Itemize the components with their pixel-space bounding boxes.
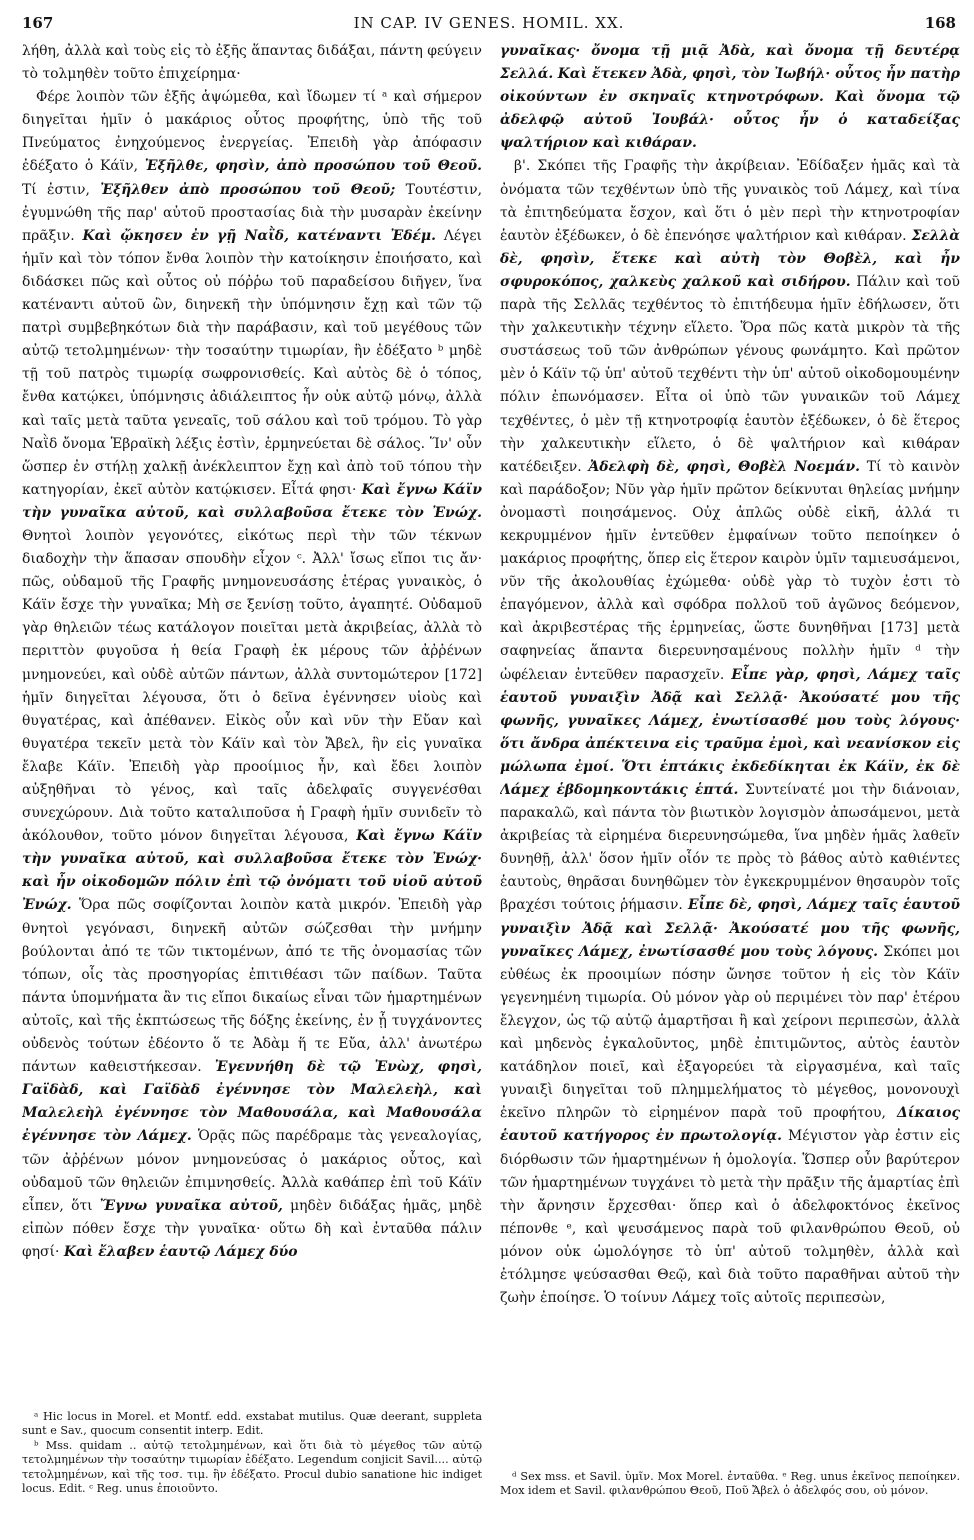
page-number-left: 167 <box>22 14 54 32</box>
scripture-quote: Εἶπε δὲ, φησὶ, Λάμεχ ταῖς ἑαυτοῦ γυναιξὶν Ἀδᾷ καὶ Σελλᾷ· Ἀκούσατέ μου τῆς φωνῆς, γυναῖκες Λάμεχ, ἐνωτίσασθέ μου τοὺς λόγους. <box>500 897 960 960</box>
left-column-text <box>22 40 482 1264</box>
paragraph <box>500 155 960 1310</box>
scripture-quote: Ἔγνω γυναῖκα αὐτοῦ, <box>99 1197 283 1214</box>
scripture-quote: Καὶ ὄνομα τῷ ἀδελφῷ αὐτοῦ Ἰουβάλ· οὗτος ἦν ὁ καταδείξας ψαλτήριον καὶ κιθάραν. <box>500 89 960 152</box>
scripture-quote: Καὶ ἔλαβεν ἑαυτῷ Λάμεχ δύο <box>63 1243 298 1260</box>
running-title: IN CAP. IV GENES. HOMIL. XX. <box>353 14 625 32</box>
scripture-quote: Σελλὰ δὲ, φησὶν, ἔτεκε καὶ αὐτὴ τὸν Θοβὲλ, καὶ ἦν σφυροκόπος, χαλκεὺς χαλκοῦ καὶ σιδήρου. <box>500 227 960 290</box>
paragraph-text: Τουτέστιν, ἐγυμνώθη τῆς παρ' αὐτοῦ προστασίας διὰ τὴν μυσαρὰν ἐκείνην πρᾶξιν. <box>22 181 482 244</box>
footnote: ᵇ Mss. quidam .. αὐτῷ τετολμημένων, καὶ ὅτι διὰ τὸ μέγεθος τῶν αὐτῷ τετολμημένων τὴν τοσαύτην τιμωρίαν ἐδέξατο. Legendum conjicit Savil.... αὐτῷ τετολμημένων, καὶ τῆς τοσ. τιμ. ἣν ἐδέξατο. Procul dubio sanatione hic indiget locus. Edit. ᶜ Reg. unus ἐποιοῦντο. <box>22 1438 482 1496</box>
paragraph <box>500 40 960 155</box>
scripture-quote: Καὶ ἔγνω Κάϊν τὴν γυναῖκα αὐτοῦ, καὶ συλλαβοῦσα ἔτεκε τὸν Ἐνώχ· καὶ ἦν οἰκοδομῶν πόλιν ἐπὶ τῷ ὀνόματι τοῦ υἱοῦ αὐτοῦ Ἐνώχ. <box>22 828 482 914</box>
paragraph-text: Σκόπει μοι εὐθέως ἐκ προοιμίων πόσην ὤνησε τοῦτον ἡ εἰς τὸν Κάϊν γεγενημένη τιμωρία. Οὐ μόνον γὰρ οὐ περιμένει τὸν παρ' ἑτέρου ἔλεγχον, ὡς τῷ αὐτῷ ἁμαρτῆσαι ἢ καὶ χείρονι περιπεσὼν, ἀλλὰ καὶ μηδενὸς ἐγκαλοῦντος, μηδὲ ἐπιτιμῶντος, αὐτὸς ἑαυτὸν κατάδηλον ποιεῖ, καὶ ἐξαγορεύει τὰ εἰργασμένα, καὶ ταῖς γυναιξὶ διηγεῖται τοῦ πλημμελήματος τὸ μέγεθος, μονονουχὶ ἐκεῖνο πληρῶν τὸ εἰρημένον παρὰ τοῦ προφήτου, <box>500 943 960 1122</box>
scripture-quote: Εἶπε γὰρ, φησὶ, Λάμεχ ταῖς ἑαυτοῦ γυναιξὶν Ἀδᾷ καὶ Σελλᾷ· Ἀκούσατέ μου τῆς φωνῆς, γυναῖκες Λάμεχ, ἐνωτίσασθέ μου τοὺς λόγους· ὅτι ἄνδρα ἀπέκτεινα εἰς τραῦμα ἐμοὶ, καὶ νεανίσκον εἰς μώλωπα ἐμοί. Ὅτι ἑπτάκις ἐκδεδίκηται ἐκ Κάϊν, ἐκ δὲ Λάμεχ ἑβδομηκοντάκις ἑπτά. <box>500 666 960 798</box>
scripture-quote: Καὶ ᾤκησεν ἐν γῇ Ναῒδ, κατέναντι Ἐδέμ. <box>82 227 436 244</box>
scripture-quote: Καὶ ἔτεκεν Ἀδὰ, φησὶ, τὸν Ἰωβήλ· οὗτος ἦν πατὴρ οἰκούντων ἐν σκηναῖς κτηνοτρόφων. <box>500 66 960 106</box>
paragraph-text: λήθη, ἀλλὰ καὶ τοὺς εἰς τὸ ἐξῆς ἅπαντας διδάξαι, πάντη φεύγειν τὸ τολμηθὲν τοῦτο ἐπιχείρημα· <box>22 43 482 83</box>
scripture-quote: Ἐξῆλθε, φησὶν, ἀπὸ προσώπου τοῦ Θεοῦ. <box>144 158 482 175</box>
paragraph <box>22 40 482 86</box>
right-column <box>500 40 960 1530</box>
paragraph-text: Ὁρᾷς πῶς παρέδραμε τὰς γενεαλογίας, τῶν ἀῤῥένων μόνον μνημονεύσας ὁ μακάριος οὗτος, καὶ οὐδαμοῦ τῶν θηλειῶν ἐπιμνησθείς. Ἀλλὰ καθάπερ ἐπὶ τοῦ Κάϊν εἶπεν, ὅτι <box>22 1128 482 1214</box>
paragraph-text: Φέρε λοιπὸν τῶν ἐξῆς ἁψώμεθα, καὶ ἴδωμεν τί ᵃ καὶ σήμερον διηγεῖται ἡμῖν ὁ μακάριος οὗτος προφήτης, ὑπὸ τῆς τοῦ Πνεύματος ἐνηχούμενος ἐνεργείας. Ἐπειδὴ γὰρ ἀπόφασιν ἐδέξατο ὁ Κάϊν, <box>22 89 482 175</box>
paragraph-text: μηδὲν διδάξας ἡμᾶς, μηδὲ εἰπὼν πόθεν ἔσχε τὴν γυναῖκα· οὕτω δὴ καὶ ἐνταῦθα πάλιν φησί· <box>22 1197 482 1260</box>
right-column-text <box>500 40 960 1310</box>
paragraph-text: Τί τὸ καινὸν καὶ παράδοξον; Νῦν γὰρ ἡμῖν πρῶτον δείκνυται θηλείας μνήμην ὀνομαστὶ ποιησάμενος. Οὐχ ἁπλῶς οὐδὲ εἰκῆ, ἀλλά τι κεκρυμμένον ἡμῖν ἐντεῦθεν ἐμφαίνων τοῦτο πεποίηκεν ὁ μακάριος προφήτης, ὅπερ εἰς ἕτερον καιρὸν ὑμῖν ταμιευσάμενοι, νῦν τῆς ἀκολουθίας ἐχώμεθα· οὐδὲ γὰρ τὸ τυχὸν ἐστι τὸ ἐπαγόμενον, ἀλλὰ καὶ σφόδρα πολλοῦ τοῦ ἀγῶνος δεόμενον, καὶ ἀκριβεστέρας τῆς ἑρμηνείας, ὥστε δυνηθῆναι [173] μετὰ σαφηνείας ἅπαντα διερευνησαμένους πολλὴν ἡμῖν ᵈ τὴν ὠφέλειαν ἐντεῦθεν παρασχεῖν. <box>500 458 960 683</box>
paragraph-text: Πάλιν καὶ τοῦ παρὰ τῆς Σελλᾶς τεχθέντος τὸ ἐπιτήδευμα ἡμῖν ἐδήλωσεν, ὅτι τὴν χαλκευτικὴν τέχνην εἵλετο. Ὅρα πῶς κατὰ μικρὸν τὰ τῆς συστάσεως τοῦ τῶν ἀνθρώπων γένους φωνάμητο. Καὶ πρῶτον μὲν ὁ Κάϊν τῷ ὑπ' αὐτοῦ τεχθέντι τὴν ὑπ' αὐτοῦ οἰκοδομουμένην πόλιν ἐπωνόμασεν. Εἶτα οἱ ὑπὸ τῶν γυναικῶν τοῦ Λάμεχ τεχθέντες, ὁ μὲν τῇ κτηνοτροφίᾳ ἑαυτὸν ἐξέδωκεν, ὁ δὲ ἕτερος τὴν χαλκευτικὴν εἵλετο, ὁ δὲ ψαλτήριον καὶ κιθάραν κατέδειξεν. <box>500 273 960 475</box>
scripture-quote: Καὶ ἔγνω Κάϊν τὴν γυναῖκα αὐτοῦ, καὶ συλλαβοῦσα ἔτεκε τὸν Ἐνώχ. <box>22 481 482 521</box>
paragraph-text: Μέγιστον γὰρ ἐστιν εἰς διόρθωσιν τῶν ἡμαρτημένων ἡ ὁμολογία. Ὥσπερ οὖν βαρύτερον τῶν ἡμαρτημένων τυγχάνει τὸ μετὰ τὴν πρᾶξιν τῆς ἁμαρτίας ἐπὶ τὴν ἄρνησιν ἔρχεσθαι· ὅπερ καὶ ὁ ἀδελφοκτόνος ἐκεῖνος πέπονθε ᵉ, καὶ ψευσάμενος παρὰ τοῦ φιλανθρώπου Θεοῦ, οὐ μόνον οὐκ ὡμολόγησε τὸ ὑπ' αὐτοῦ τολμηθὲν, ἀλλὰ καὶ ἐτόλμησε ψεύσασθαι Θεῷ, καὶ διὰ τοῦτο παραθῆναι αὐτοῦ τὴν ζωὴν ἐποίησε. Ὁ τοίνυν Λάμεχ τοῖς αὐτοῖς περιπεσὼν, <box>500 1128 960 1307</box>
footnote: ᵈ Sex mss. et Savil. ὑμῖν. Mox Morel. ἐνταῦθα. ᵉ Reg. unus ἐκεῖνος πεποίηκεν. Mox idem et Savil. φιλανθρώπου Θεοῦ, Ποῦ Ἄβελ ὁ ἀδελφός σου, οὐ μόνον. <box>500 1470 960 1498</box>
scripture-quote: Ἀδελφὴ δὲ, φησὶ, Θοβὲλ Νοεμάν. <box>588 458 860 475</box>
right-footnotes <box>500 1470 960 1499</box>
footnote: ᵃ Hic locus in Morel. et Montf. edd. exstabat mutilus. Quæ deerant, suppleta sunt e Sav., quocum consentit interp. Edit. <box>22 1410 482 1438</box>
paragraph-text: β'. Σκόπει τῆς Γραφῆς τὴν ἀκρίβειαν. Ἐδίδαξεν ἡμᾶς καὶ τὰ ὀνόματα τῶν τεχθέντων ὑπὸ τῆς γυναικὸς τοῦ Λάμεχ, καὶ τίνα τὰ ἐπιτηδεύματα ἔσχον, καὶ ὅτι ὁ μὲν περὶ τὴν κτηνοτροφίαν ἑαυτὸν ἐξέδωκεν, ὁ δὲ ἐπενόησε ψαλτήριον καὶ κιθάραν. <box>500 158 960 244</box>
scripture-quote: Ἐξῆλθεν ἀπὸ προσώπου τοῦ Θεοῦ; <box>100 181 396 198</box>
paragraph-text: Ὅρα πῶς σοφίζονται λοιπὸν κατὰ μικρόν. Ἐπειδὴ γὰρ θνητοὶ γεγόνασι, διηνεκῆ αὐτῶν σώζεσθαι τὴν μνήμην βούλονται ἀπό τε τῶν τικτομένων, ἀπό τε τῆς ὀνομασίας τῶν τόπων, οἷς τὰς προσηγορίας ἐπιτιθέασι τῶν παίδων. Ταῦτα πάντα ὑπομνήματα ἂν τις εἴποι δικαίως εἶναι τῶν ἡμαρτημένων αὐτοῖς, καὶ τῆς ἐκπτώσεως τῆς δόξης ἐκείνης, ἐν ᾗ τυγχάνοντες οὐδενὸς τούτων ἐδέοντο ὅ τε Ἀδὰμ ἥ τε Εὔα, ἀλλ' ἀνωτέρω πάντων καθειστήκεσαν. <box>22 897 482 1076</box>
left-column <box>22 40 482 1530</box>
text-columns <box>22 40 960 1530</box>
page-number-right: 168 <box>924 14 956 32</box>
paragraph-text: Θνητοὶ λοιπὸν γεγονότες, εἰκότως περὶ τὴν τῶν τέκνων διαδοχὴν τὴν ἅπασαν σπουδὴν εἶχον ᶜ. Ἀλλ' ἴσως εἴποι τις ἄν· πῶς, οὐδαμοῦ τῆς Γραφῆς μνημονευσάσης ἑτέρας γυναικὸς, ὁ Κάϊν ἔσχε τὴν γυναῖκα; Μὴ σε ξενίσῃ τοῦτο, ἀγαπητέ. Οὐδαμοῦ γὰρ θηλειῶν τέως κατάλογον ποιεῖται μετὰ ἀκριβείας, ἀλλὰ τὸ περιττὸν φυγοῦσα ἡ θεία Γραφὴ ἐκ μέρους τῶν ἀῤῥένων μνημονεύει, καὶ οὐδὲ αὐτῶν πάντων, ἀλλὰ συντομώτερον [172] ἡμῖν διηγεῖται λέγουσα, ὅτι ὁ δεῖνα ἐγέννησεν υἱοὺς καὶ θυγατέρας, καὶ ἀπέθανεν. Εἰκὸς οὖν καὶ νῦν τὴν Εὔαν καὶ θυγατέρα τεκεῖν μετὰ τὸν Κάϊν καὶ τὸν Ἄβελ, ἣν εἰς γυναῖκα ἔλαβε Κάϊν. Ἐπειδὴ γὰρ προοίμιος ἦν, καὶ ἔδει λοιπὸν αὐξηθῆναι τὸ γένος, καὶ ταῖς ἀδελφαῖς συγγενέσθαι συνεχώρουν. Διὰ τοῦτο καταλιποῦσα ἡ Γραφὴ ἡμῖν συνιδεῖν τὸ ἀκόλουθον, τοῦτο μόνον διηγεῖται λέγουσα, <box>22 527 482 845</box>
running-head <box>22 10 956 38</box>
scripture-quote: Δίκαιος ἑαυτοῦ κατήγορος ἐν πρωτολογίᾳ. <box>500 1105 960 1145</box>
scripture-quote: Ἐγεννήθη δὲ τῷ Ἐνὼχ, φησὶ, Γαϊδὰδ, καὶ Γαϊδὰδ ἐγέννησε τὸν Μαλελεὴλ, καὶ Μαλελεὴλ ἐγέννησε τὸν Μαθουσάλα, καὶ Μαθουσάλα ἐγέννησε τὸν Λάμεχ. <box>22 1059 482 1145</box>
paragraph-text: Λέγει ἡμῖν καὶ τὸν τόπον ἔνθα λοιπὸν τὴν κατοίκησιν ἐποιήσατο, καὶ διδάσκει πῶς καὶ οὗτος οὐ πόῤῥω τοῦ παραδείσου διῆγεν, ἵνα κατέναντι αὐτοῦ ὢν, διηνεκῆ τὴν ὑπόμνησιν ἔχῃ καὶ τῶν τῷ πατρὶ συμβεβηκότων διὰ τὴν παράβασιν, καὶ τοῦ μεγέθους τῶν αὐτῷ τετολμημένων· τὴν τοσαύτην τιμωρίαν, ἣν ἐδέξατο ᵇ μηδὲ τῇ τοῦ πατρὸς τιμωρίᾳ σωφρονισθείς. Καὶ αὐτὸς δὲ ὁ τόπος, ἔνθα κατῴκει, ὑπόμνησις ἀδιάλειπτος ἦν οὐκ αὐτῷ μόνῳ, ἀλλὰ καὶ ταῖς μετὰ ταῦτα γενεαῖς, τοῦ σάλου καὶ τοῦ τρόμου. Τὸ γὰρ Ναῒδ ὄνομα Ἑβραϊκὴ λέξις ἐστὶν, ἑρμηνεύεται δὲ σάλος. Ἵν' οὖν ὥσπερ ἐν στήλῃ χαλκῇ ἀνέκλειπτον ἔχῃ καὶ ἀπὸ τοῦ τόπου τὴν κατηγορίαν, ἐκεῖ αὐτὸν κατῴκισεν. Εἶτά φησι· <box>22 227 482 498</box>
scripture-quote: γυναῖκας· ὄνομα τῇ μιᾷ Ἀδὰ, καὶ ὄνομα τῇ δευτέρᾳ Σελλά. <box>500 43 960 83</box>
book-page <box>22 10 960 1530</box>
paragraph <box>22 86 482 1264</box>
paragraph-text: Συντείνατέ μοι τὴν διάνοιαν, παρακαλῶ, καὶ πάντα τὸν βιωτικὸν λογισμὸν ἀπωσάμενοι, μετὰ ἀκριβείας τὰ εἰρημένα διερευνησώμεθα, ἵνα μηδὲν ἡμᾶς λαθεῖν δυνηθῇ, ἀλλ' ὅσον ἡμῖν οἷόν τε πρὸς τὸ βάθος αὐτὸ καθιέντες ἑαυτοὺς, θηρᾶσαι δυνηθῶμεν τὸν ἐγκεκρυμμένον θησαυρὸν τοῖς βραχέσι τούτοις ῥήμασιν. <box>500 782 960 914</box>
left-footnotes <box>22 1410 482 1496</box>
paragraph-text: Τί ἐστιν, <box>22 181 90 198</box>
